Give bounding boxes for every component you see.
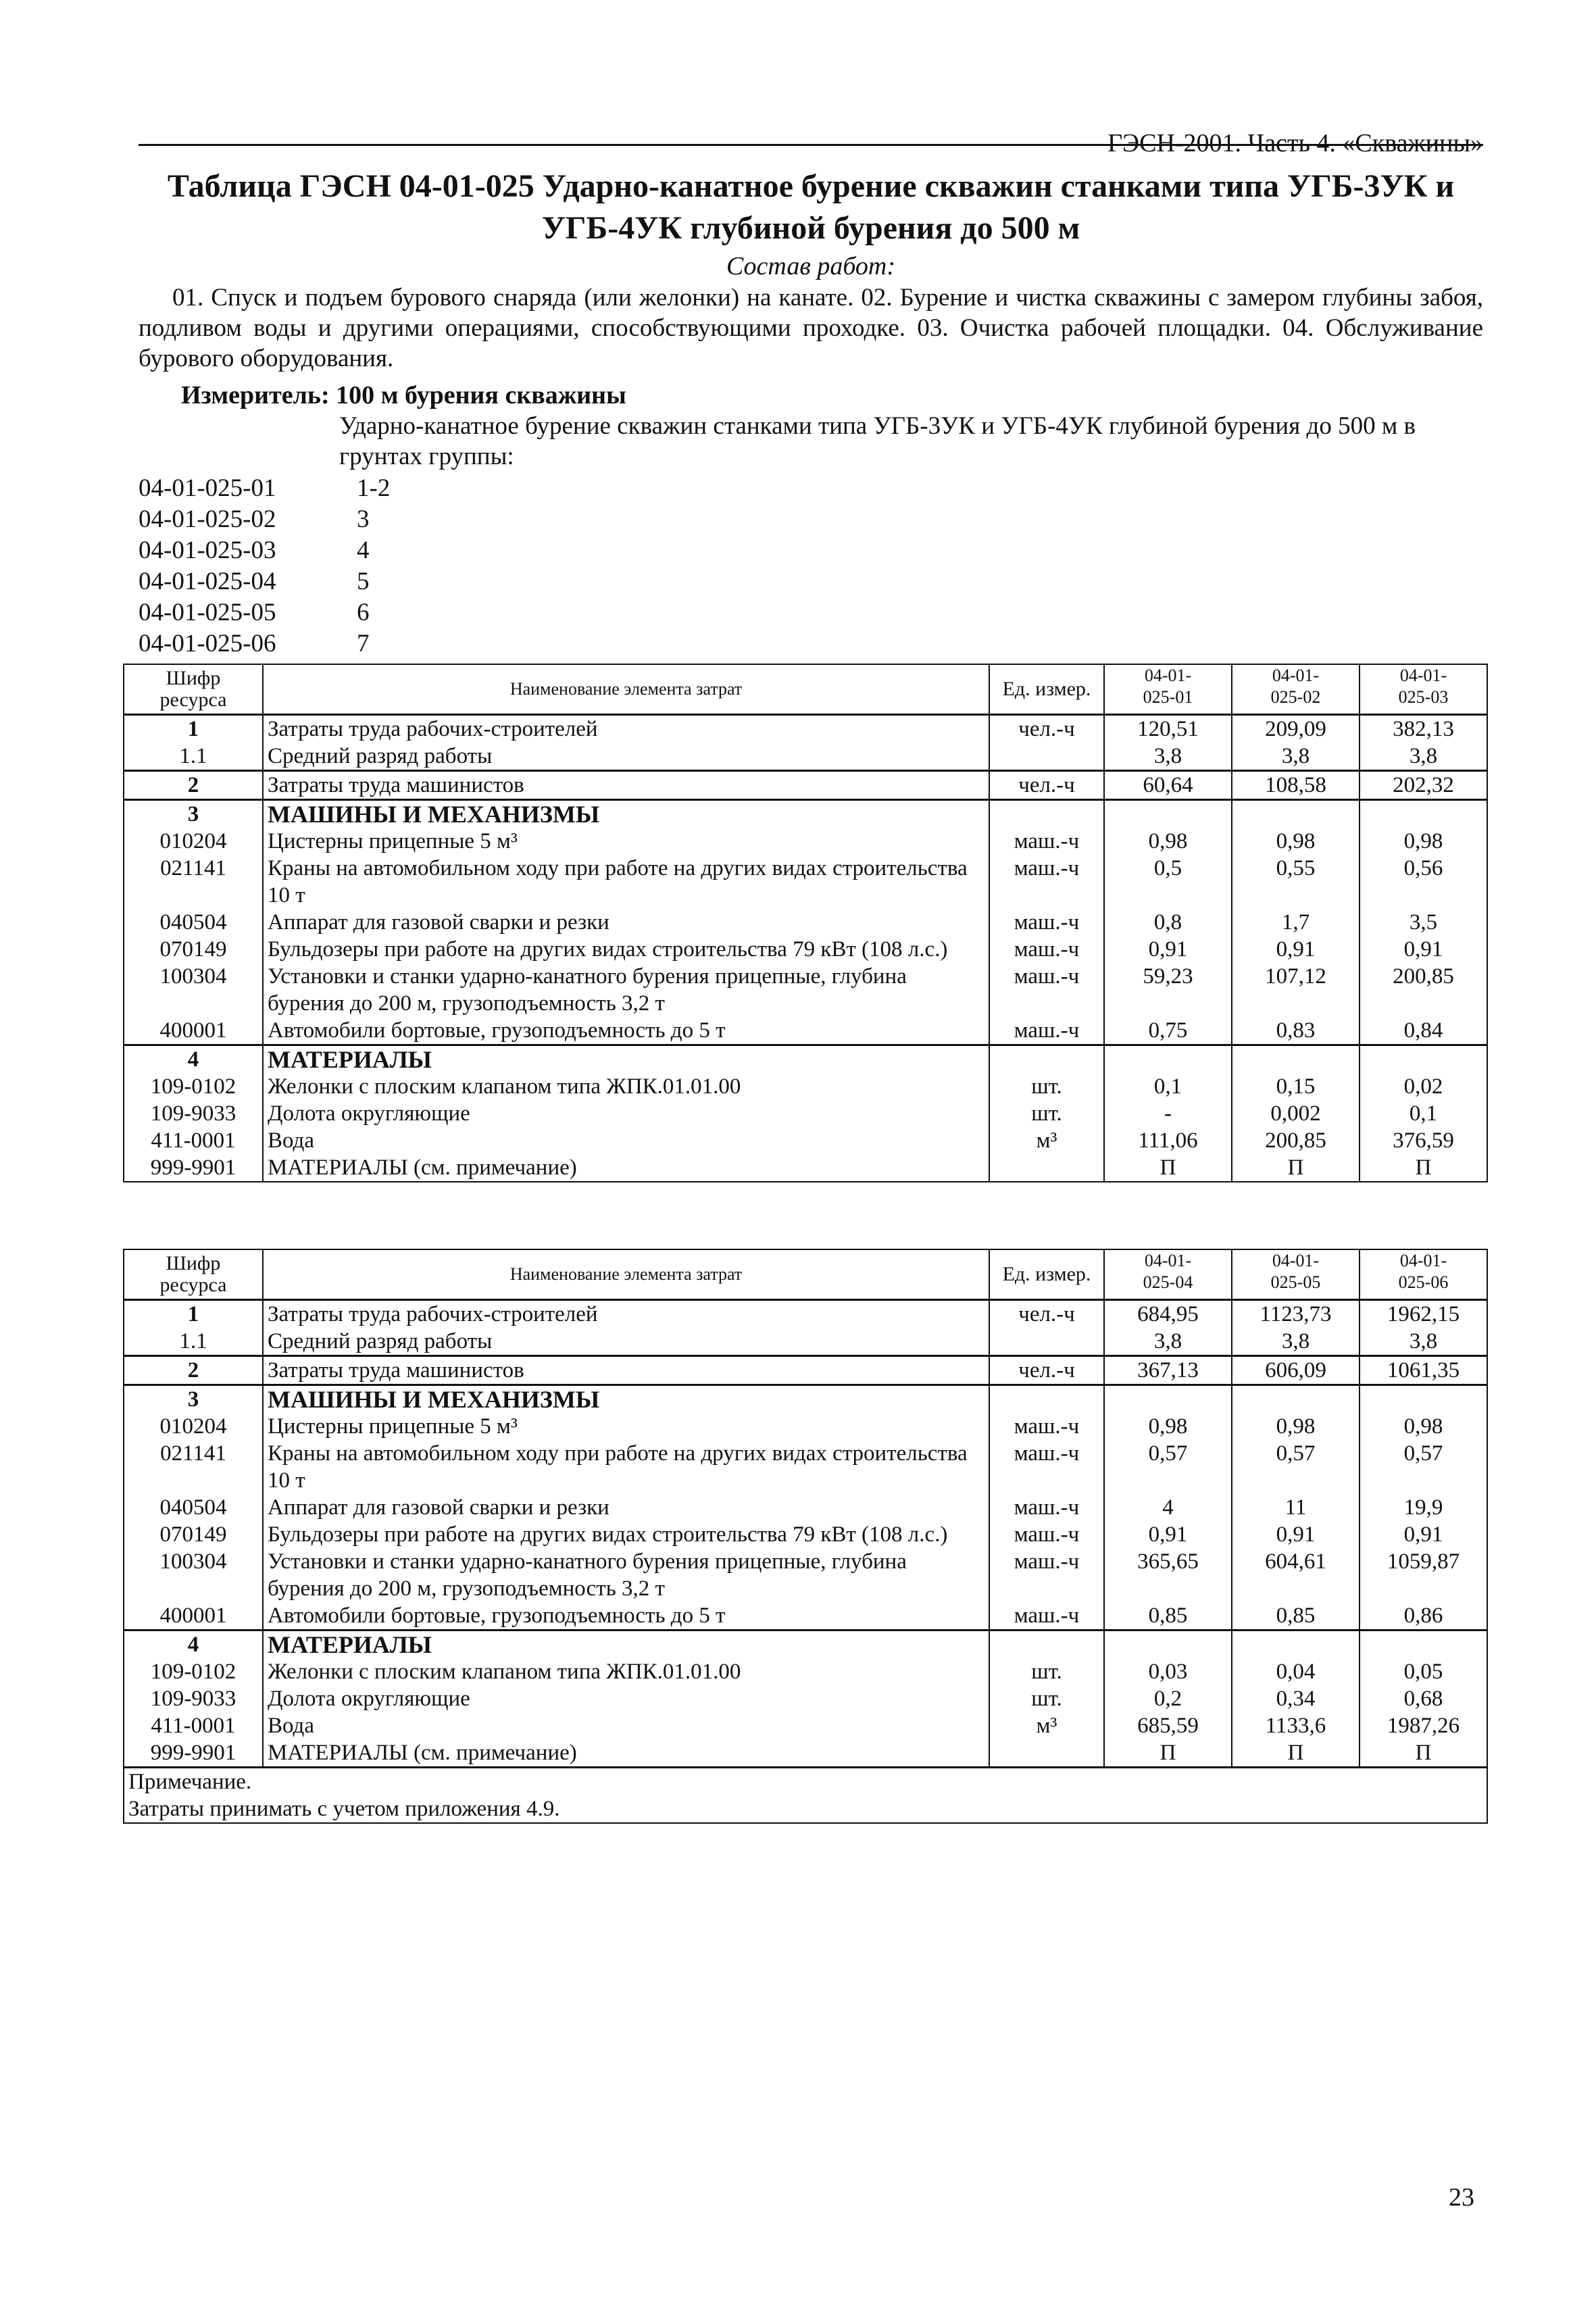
resource-name: Автомобили бортовые, грузоподъемность до 5 т — [263, 1602, 989, 1631]
value-2: 108,58 — [1232, 770, 1360, 799]
value-1: 0,5 — [1104, 855, 1232, 909]
value-2: 0,34 — [1232, 1685, 1360, 1712]
soil-group: 3 — [357, 505, 370, 533]
header-norm-code — [1360, 1249, 1487, 1299]
resource-code: 109-9033 — [124, 1100, 263, 1127]
work-composition-text: 01. Спуск и подъем бурового снаряда (или желонки) на канате. 02. Бурение и чистка скважины с замером глубины забоя, подливом воды и другими операциями, способствующими проходке. 03. Очистка рабочей площадки. 04. Обслуживание бурового оборудования. — [139, 284, 1483, 372]
measure-unit: Измеритель: 100 м бурения скважины — [181, 381, 626, 409]
resource-code: 010204 — [124, 828, 263, 855]
work-composition-heading: Состав работ: — [726, 252, 896, 280]
resource-code: 040504 — [124, 909, 263, 936]
value-2: 0,98 — [1232, 1413, 1360, 1440]
value-2: 0,85 — [1232, 1602, 1360, 1631]
resource-name: МАШИНЫ И МЕХАНИЗМЫ — [263, 1385, 989, 1413]
resource-code: 2 — [124, 1355, 263, 1385]
unit: шт. — [989, 1100, 1104, 1127]
table-row — [124, 1548, 1487, 1602]
header-code — [124, 664, 263, 714]
value-3: 0,86 — [1360, 1602, 1487, 1631]
header-norm-code — [1360, 664, 1487, 714]
value-2 — [1232, 1630, 1360, 1658]
resource-code: 999-9901 — [124, 1154, 263, 1182]
value-2: 1,7 — [1232, 909, 1360, 936]
value-1: 0,57 — [1104, 1440, 1232, 1494]
unit — [989, 799, 1104, 828]
resource-name: Цистерны прицепные 5 м³ — [263, 828, 989, 855]
table-row — [124, 1494, 1487, 1521]
value-2: 0,91 — [1232, 936, 1360, 963]
norm-code: 04-01-025-01 — [139, 474, 276, 502]
table-row — [124, 1328, 1487, 1356]
resource-name: Желонки с плоским клапаном типа ЖПК.01.01.00 — [263, 1073, 989, 1100]
value-3: 1962,15 — [1360, 1299, 1487, 1328]
value-2: 0,04 — [1232, 1658, 1360, 1685]
page-number: 23 — [1449, 2183, 1474, 2212]
value-3: 19,9 — [1360, 1494, 1487, 1521]
value-3: 3,5 — [1360, 909, 1487, 936]
note-text: Затраты принимать с учетом приложения 4.9. — [128, 1796, 560, 1821]
norm-code-row — [139, 504, 390, 535]
resource-name: Автомобили бортовые, грузоподъемность до 5 т — [263, 1017, 989, 1045]
resource-name: Средний разряд работы — [263, 1328, 989, 1356]
table-row — [124, 855, 1487, 909]
unit: маш.-ч — [989, 1494, 1104, 1521]
value-1: 0,75 — [1104, 1017, 1232, 1045]
note-cell — [124, 1767, 1487, 1823]
resource-code: 4 — [124, 1630, 263, 1658]
norm-code-list — [139, 473, 390, 659]
unit: чел.-ч — [989, 1355, 1104, 1385]
table-row — [124, 1602, 1487, 1631]
value-2: 0,15 — [1232, 1073, 1360, 1100]
table-row — [124, 1017, 1487, 1045]
unit: маш.-ч — [989, 936, 1104, 963]
unit: маш.-ч — [989, 1602, 1104, 1631]
value-1: 365,65 — [1104, 1548, 1232, 1602]
value-2: 209,09 — [1232, 714, 1360, 743]
header-norm-code-line1: 04-01- — [1272, 666, 1320, 685]
resource-name: Затраты труда машинистов — [263, 770, 989, 799]
value-1: 3,8 — [1104, 1328, 1232, 1356]
resource-code: 1 — [124, 714, 263, 743]
resource-code: 100304 — [124, 1548, 263, 1602]
value-3: 3,8 — [1360, 743, 1487, 771]
resource-code: 4 — [124, 1045, 263, 1073]
value-1 — [1104, 1045, 1232, 1073]
resource-name: Установки и станки ударно-канатного бурения прицепные, глубина бурения до 200 м, грузоподъемность 3,2 т — [263, 1548, 989, 1602]
norm-code: 04-01-025-05 — [139, 599, 276, 626]
value-1: - — [1104, 1100, 1232, 1127]
value-1: 684,95 — [1104, 1299, 1232, 1328]
title-line-2: УГБ-4УК глубиной бурения до 500 м — [541, 210, 1080, 246]
header-norm-code-line1: 04-01- — [1399, 1251, 1447, 1270]
resource-code: 2 — [124, 770, 263, 799]
norm-code: 04-01-025-02 — [139, 505, 276, 533]
table-row — [124, 1440, 1487, 1494]
value-1: 0,91 — [1104, 1521, 1232, 1548]
table-row — [124, 799, 1487, 828]
resource-code: 411-0001 — [124, 1127, 263, 1154]
header-code-line2: ресурса — [159, 688, 227, 711]
value-3 — [1360, 1385, 1487, 1413]
value-2: П — [1232, 1154, 1360, 1182]
resource-code: 010204 — [124, 1413, 263, 1440]
value-3: 0,56 — [1360, 855, 1487, 909]
value-3: 3,8 — [1360, 1328, 1487, 1356]
unit: шт. — [989, 1658, 1104, 1685]
header-norm-code-line2: 025-03 — [1398, 687, 1449, 707]
value-1: 111,06 — [1104, 1127, 1232, 1154]
table-title — [139, 166, 1483, 249]
value-3: 0,02 — [1360, 1073, 1487, 1100]
resource-name: Долота округляющие — [263, 1685, 989, 1712]
title-line-1: Таблица ГЭСН 04-01-025 Ударно-канатное бурение скважин станками типа УГБ-3УК и — [167, 168, 1455, 204]
value-1 — [1104, 1385, 1232, 1413]
resource-name: Вода — [263, 1127, 989, 1154]
table-row — [124, 1712, 1487, 1739]
table-row — [124, 1100, 1487, 1127]
table-row — [124, 1685, 1487, 1712]
value-2: 107,12 — [1232, 963, 1360, 1017]
table-row — [124, 1413, 1487, 1440]
value-3 — [1360, 1045, 1487, 1073]
resource-name: Затраты труда рабочих-строителей — [263, 714, 989, 743]
unit: маш.-ч — [989, 909, 1104, 936]
header-norm-code-line1: 04-01- — [1272, 1251, 1320, 1270]
resource-name: МАТЕРИАЛЫ — [263, 1630, 989, 1658]
value-3: 0,1 — [1360, 1100, 1487, 1127]
resource-code: 109-0102 — [124, 1658, 263, 1685]
header-code-line1: Шифр — [166, 1251, 221, 1274]
resource-code: 100304 — [124, 963, 263, 1017]
value-1: 0,98 — [1104, 828, 1232, 855]
value-2: 604,61 — [1232, 1548, 1360, 1602]
resource-code: 021141 — [124, 1440, 263, 1494]
unit: чел.-ч — [989, 714, 1104, 743]
resource-name: Краны на автомобильном ходу при работе на других видах строительства 10 т — [263, 1440, 989, 1494]
table-row — [124, 1299, 1487, 1328]
resource-name: Установки и станки ударно-канатного бурения прицепные, глубина бурения до 200 м, грузоподъемность 3,2 т — [263, 963, 989, 1017]
resource-code: 411-0001 — [124, 1712, 263, 1739]
value-2: 0,83 — [1232, 1017, 1360, 1045]
value-1: 0,1 — [1104, 1073, 1232, 1100]
value-1: 0,85 — [1104, 1602, 1232, 1631]
value-2: 200,85 — [1232, 1127, 1360, 1154]
resource-code: 1.1 — [124, 1328, 263, 1356]
value-2 — [1232, 1045, 1360, 1073]
value-1: 3,8 — [1104, 743, 1232, 771]
header-unit: Ед. измер. — [989, 664, 1104, 714]
unit — [989, 1045, 1104, 1073]
table-row — [124, 1127, 1487, 1154]
resource-name: Затраты труда рабочих-строителей — [263, 1299, 989, 1328]
value-3: 376,59 — [1360, 1127, 1487, 1154]
soil-group: 6 — [357, 599, 370, 626]
resource-name: МАШИНЫ И МЕХАНИЗМЫ — [263, 799, 989, 828]
resource-name: Средний разряд работы — [263, 743, 989, 771]
value-2: 3,8 — [1232, 1328, 1360, 1356]
note-title: Примечание. — [128, 1769, 252, 1794]
table-row — [124, 1739, 1487, 1768]
norm-code: 04-01-025-03 — [139, 537, 276, 564]
value-3: 0,91 — [1360, 1521, 1487, 1548]
value-1: 367,13 — [1104, 1355, 1232, 1385]
value-3: 1059,87 — [1360, 1548, 1487, 1602]
table-row — [124, 963, 1487, 1017]
value-1: 59,23 — [1104, 963, 1232, 1017]
value-2: 0,57 — [1232, 1440, 1360, 1494]
table-row — [124, 714, 1487, 743]
header-norm-code-line1: 04-01- — [1144, 666, 1192, 685]
value-3 — [1360, 799, 1487, 828]
header-rule — [139, 144, 1483, 146]
resource-code: 1 — [124, 1299, 263, 1328]
unit: шт. — [989, 1073, 1104, 1100]
table-row — [124, 770, 1487, 799]
value-2: П — [1232, 1739, 1360, 1768]
header-norm-code — [1104, 664, 1232, 714]
value-1: 4 — [1104, 1494, 1232, 1521]
value-3: 0,91 — [1360, 936, 1487, 963]
header-norm-code-line2: 025-05 — [1270, 1272, 1321, 1292]
table-row — [124, 828, 1487, 855]
unit: маш.-ч — [989, 855, 1104, 909]
resource-code: 040504 — [124, 1494, 263, 1521]
value-3: 382,13 — [1360, 714, 1487, 743]
unit: маш.-ч — [989, 1440, 1104, 1494]
value-3: П — [1360, 1739, 1487, 1768]
value-3: 0,98 — [1360, 1413, 1487, 1440]
unit: шт. — [989, 1685, 1104, 1712]
resource-name: Краны на автомобильном ходу при работе на других видах строительства 10 т — [263, 855, 989, 909]
header-norm-code — [1104, 1249, 1232, 1299]
table-header-row — [124, 664, 1487, 714]
value-1 — [1104, 799, 1232, 828]
soil-group: 7 — [357, 630, 370, 657]
resource-code: 070149 — [124, 1521, 263, 1548]
value-1 — [1104, 1630, 1232, 1658]
norm-code: 04-01-025-06 — [139, 630, 276, 657]
value-3: 0,68 — [1360, 1685, 1487, 1712]
resource-name: МАТЕРИАЛЫ (см. примечание) — [263, 1154, 989, 1182]
resource-code: 1.1 — [124, 743, 263, 771]
unit — [989, 1739, 1104, 1768]
norm-intro: Ударно-канатное бурение скважин станками типа УГБ-3УК и УГБ-4УК глубиной бурения до 500 м в грунтах группы: — [339, 412, 1416, 470]
unit: маш.-ч — [989, 1521, 1104, 1548]
value-2: 0,98 — [1232, 828, 1360, 855]
norm-code: 04-01-025-04 — [139, 568, 276, 595]
value-3: 0,84 — [1360, 1017, 1487, 1045]
unit — [989, 1328, 1104, 1356]
table-row — [124, 1355, 1487, 1385]
unit: маш.-ч — [989, 1548, 1104, 1602]
resource-code: 109-9033 — [124, 1685, 263, 1712]
soil-group: 5 — [357, 568, 370, 595]
resource-name: Аппарат для газовой сварки и резки — [263, 1494, 989, 1521]
unit: маш.-ч — [989, 828, 1104, 855]
value-3: 0,05 — [1360, 1658, 1487, 1685]
value-2: 11 — [1232, 1494, 1360, 1521]
value-1: 0,2 — [1104, 1685, 1232, 1712]
value-2 — [1232, 1385, 1360, 1413]
header-norm-code-line2: 025-06 — [1398, 1272, 1449, 1292]
value-2: 0,002 — [1232, 1100, 1360, 1127]
resource-code: 400001 — [124, 1017, 263, 1045]
resource-name: Бульдозеры при работе на других видах строительства 79 кВт (108 л.с.) — [263, 1521, 989, 1548]
resource-name: Вода — [263, 1712, 989, 1739]
resource-code: 021141 — [124, 855, 263, 909]
value-3: 200,85 — [1360, 963, 1487, 1017]
unit — [989, 1630, 1104, 1658]
value-2: 0,91 — [1232, 1521, 1360, 1548]
norm-code-row — [139, 597, 390, 628]
value-1: 0,98 — [1104, 1413, 1232, 1440]
norm-code-row — [139, 566, 390, 597]
resource-name: Затраты труда машинистов — [263, 1355, 989, 1385]
value-2: 3,8 — [1232, 743, 1360, 771]
value-1: П — [1104, 1154, 1232, 1182]
value-3: 202,32 — [1360, 770, 1487, 799]
header-code-line2: ресурса — [159, 1273, 227, 1296]
soil-group: 4 — [357, 537, 370, 564]
header-norm-code — [1232, 664, 1360, 714]
header-norm-code-line1: 04-01- — [1399, 666, 1447, 685]
value-3: 0,57 — [1360, 1440, 1487, 1494]
unit: маш.-ч — [989, 1017, 1104, 1045]
table-row — [124, 1045, 1487, 1073]
value-1: 0,8 — [1104, 909, 1232, 936]
value-3: 1987,26 — [1360, 1712, 1487, 1739]
value-2: 606,09 — [1232, 1355, 1360, 1385]
resource-code: 109-0102 — [124, 1073, 263, 1100]
unit — [989, 1154, 1104, 1182]
value-3: П — [1360, 1154, 1487, 1182]
header-name: Наименование элемента затрат — [263, 664, 989, 714]
value-1: 0,91 — [1104, 936, 1232, 963]
running-header: ГЭСН-2001. Часть 4. «Скважины» — [1107, 129, 1483, 157]
resource-table-2 — [123, 1249, 1488, 1824]
resource-name: Аппарат для газовой сварки и резки — [263, 909, 989, 936]
norm-code-row — [139, 473, 390, 504]
table-row — [124, 743, 1487, 771]
value-1: 120,51 — [1104, 714, 1232, 743]
resource-code: 400001 — [124, 1602, 263, 1631]
header-code-line1: Шифр — [166, 666, 221, 689]
resource-code: 999-9901 — [124, 1739, 263, 1768]
resource-name: Бульдозеры при работе на других видах строительства 79 кВт (108 л.с.) — [263, 936, 989, 963]
value-3: 1061,35 — [1360, 1355, 1487, 1385]
header-unit: Ед. измер. — [989, 1249, 1104, 1299]
resource-code: 3 — [124, 799, 263, 828]
table-row — [124, 1073, 1487, 1100]
header-norm-code — [1232, 1249, 1360, 1299]
table-row — [124, 1154, 1487, 1182]
header-norm-code-line2: 025-02 — [1270, 687, 1321, 707]
table-row — [124, 936, 1487, 963]
value-2: 1133,6 — [1232, 1712, 1360, 1739]
unit: чел.-ч — [989, 770, 1104, 799]
unit: маш.-ч — [989, 1413, 1104, 1440]
resource-table-1 — [123, 664, 1488, 1183]
header-name: Наименование элемента затрат — [263, 1249, 989, 1299]
norm-code-row — [139, 628, 390, 659]
header-code — [124, 1249, 263, 1299]
resource-name: Долота округляющие — [263, 1100, 989, 1127]
value-3: 0,98 — [1360, 828, 1487, 855]
unit: чел.-ч — [989, 1299, 1104, 1328]
table-header-row — [124, 1249, 1487, 1299]
resource-name: Желонки с плоским клапаном типа ЖПК.01.01.00 — [263, 1658, 989, 1685]
value-1: 60,64 — [1104, 770, 1232, 799]
value-2: 1123,73 — [1232, 1299, 1360, 1328]
table-row — [124, 1385, 1487, 1413]
soil-group: 1-2 — [357, 474, 391, 502]
resource-name: МАТЕРИАЛЫ — [263, 1045, 989, 1073]
unit — [989, 1385, 1104, 1413]
resource-code: 3 — [124, 1385, 263, 1413]
table-row — [124, 909, 1487, 936]
unit: м³ — [989, 1127, 1104, 1154]
value-3 — [1360, 1630, 1487, 1658]
resource-name: Цистерны прицепные 5 м³ — [263, 1413, 989, 1440]
header-norm-code-line2: 025-04 — [1143, 1272, 1193, 1292]
value-2 — [1232, 799, 1360, 828]
value-1: 685,59 — [1104, 1712, 1232, 1739]
resource-code: 070149 — [124, 936, 263, 963]
header-norm-code-line2: 025-01 — [1143, 687, 1193, 707]
table-row — [124, 1630, 1487, 1658]
unit: м³ — [989, 1712, 1104, 1739]
note-row — [124, 1767, 1487, 1823]
header-norm-code-line1: 04-01- — [1144, 1251, 1192, 1270]
table-row — [124, 1521, 1487, 1548]
unit: маш.-ч — [989, 963, 1104, 1017]
table-row — [124, 1658, 1487, 1685]
value-1: П — [1104, 1739, 1232, 1768]
resource-name: МАТЕРИАЛЫ (см. примечание) — [263, 1739, 989, 1768]
value-1: 0,03 — [1104, 1658, 1232, 1685]
norm-code-row — [139, 535, 390, 566]
unit — [989, 743, 1104, 771]
value-2: 0,55 — [1232, 855, 1360, 909]
